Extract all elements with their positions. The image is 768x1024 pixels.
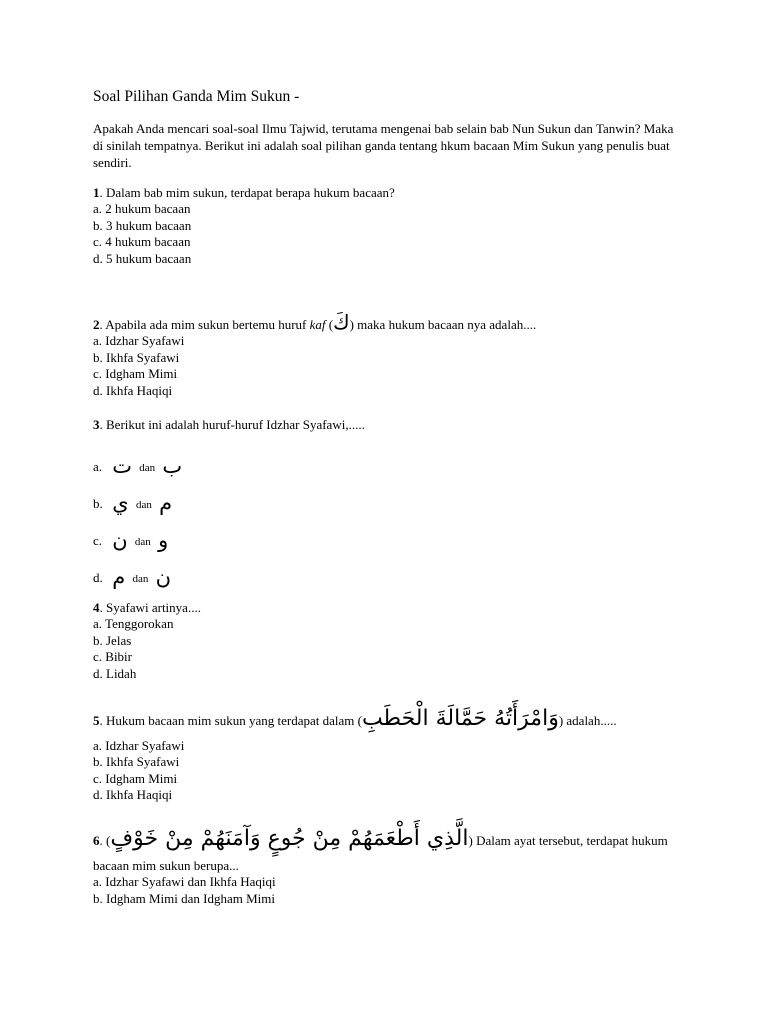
kaf-word: kaf [309,317,326,332]
option-b: b. Ikhfa Syafawi [93,349,180,365]
option-d: d. Ikhfa Haqiqi [93,787,173,803]
question-4-text: 4. Syafawi artinya.... [93,600,201,615]
option-a: a. Idzhar Syafawi dan Ikhfa Haqiqi [93,874,276,890]
option-a: a. Tenggorokan [93,616,174,632]
option-b: b. Idgham Mimi dan Idgham Mimi [93,890,275,906]
question-1-text: 1. Dalam bab mim sukun, terdapat berapa hukum bacaan? [93,185,395,200]
question-number: 6 [93,833,100,848]
option-c: c. Idgham Mimi [93,366,178,382]
arabic-verse: وَامْرَأَتُهُ حَمَّالَةَ الْحَطَبِ [361,706,559,731]
option-a: a. Idzhar Syafawi [93,333,185,349]
arabic-letter: ت [112,454,133,479]
question-5 [93,706,693,804]
question-4 [93,600,693,682]
option-c: c. Bibir [93,649,132,665]
option-a: a. Idzhar Syafawi [93,738,185,753]
option-d: d. Ikhfa Haqiqi [93,382,173,398]
arabic-letter: ب [162,454,183,479]
question-3-text: 3. Berikut ini adalah huruf-huruf Idzhar Syafawi,..... [93,417,365,432]
question-6 [93,822,713,907]
arabic-letter: ي [112,491,129,516]
question-number: 3 [93,417,100,432]
option-b: b. 3 hukum bacaan [93,217,192,233]
question-1 [93,185,693,267]
arabic-letter: ن [155,565,172,590]
option-c: c. ن dan و [93,528,169,553]
option-b: b. Jelas [93,632,132,648]
arabic-letter-kaf: كَ [333,310,350,334]
question-3 [93,417,693,596]
intro-paragraph: Apakah Anda mencari soal-soal Ilmu Tajwid, terutama mengenai bab selain bab Nun Sukun dan Tanwin? Maka di sinilah tempatnya. Berikut ini adalah soal pilihan ganda tentang hkum bacaan Mim Sukun yang penulis buat sendiri. [93,121,674,170]
arabic-letter: و [158,528,169,553]
option-b: b. Ikhfa Syafawi [93,754,180,770]
option-d: d. Lidah [93,665,137,681]
option-b: b. ي dan م [93,491,173,516]
question-2-text: 2. Apabila ada mim sukun bertemu huruf kaf (كَ) maka hukum bacaan nya adalah.... [93,310,537,334]
question-5-text: 5. Hukum bacaan mim sukun yang terdapat dalam (وَامْرَأَتُهُ حَمَّالَةَ الْحَطَبِ) adalah..... [93,706,617,731]
question-2 [93,310,693,399]
arabic-letter: ن [112,528,128,553]
question-number: 1 [93,185,100,200]
option-c: c. 4 hukum bacaan [93,234,191,250]
page-title: Soal Pilihan Ganda Mim Sukun - [93,88,300,105]
arabic-letter: م [112,565,126,590]
option-d: d. م dan ن [93,565,172,590]
option-d: d. 5 hukum bacaan [93,250,192,266]
question-6-continuation: bacaan mim sukun berupa... [93,858,239,873]
option-a: a. 2 hukum bacaan [93,201,191,217]
question-6-text: 6. (الَّذِي أَطْعَمَهُمْ مِنْ جُوعٍ وَآمَنَهُمْ مِنْ خَوْفٍ) Dalam ayat tersebut, terdapat hukum [93,826,668,851]
option-a: a. ت dan ب [93,454,183,479]
question-number: 4 [93,600,100,615]
arabic-letter: م [159,491,173,516]
arabic-verse: الَّذِي أَطْعَمَهُمْ مِنْ جُوعٍ وَآمَنَهُمْ مِنْ خَوْفٍ [110,826,469,851]
option-c: c. Idgham Mimi [93,770,178,786]
question-number: 2 [93,317,100,332]
question-number: 5 [93,713,100,728]
